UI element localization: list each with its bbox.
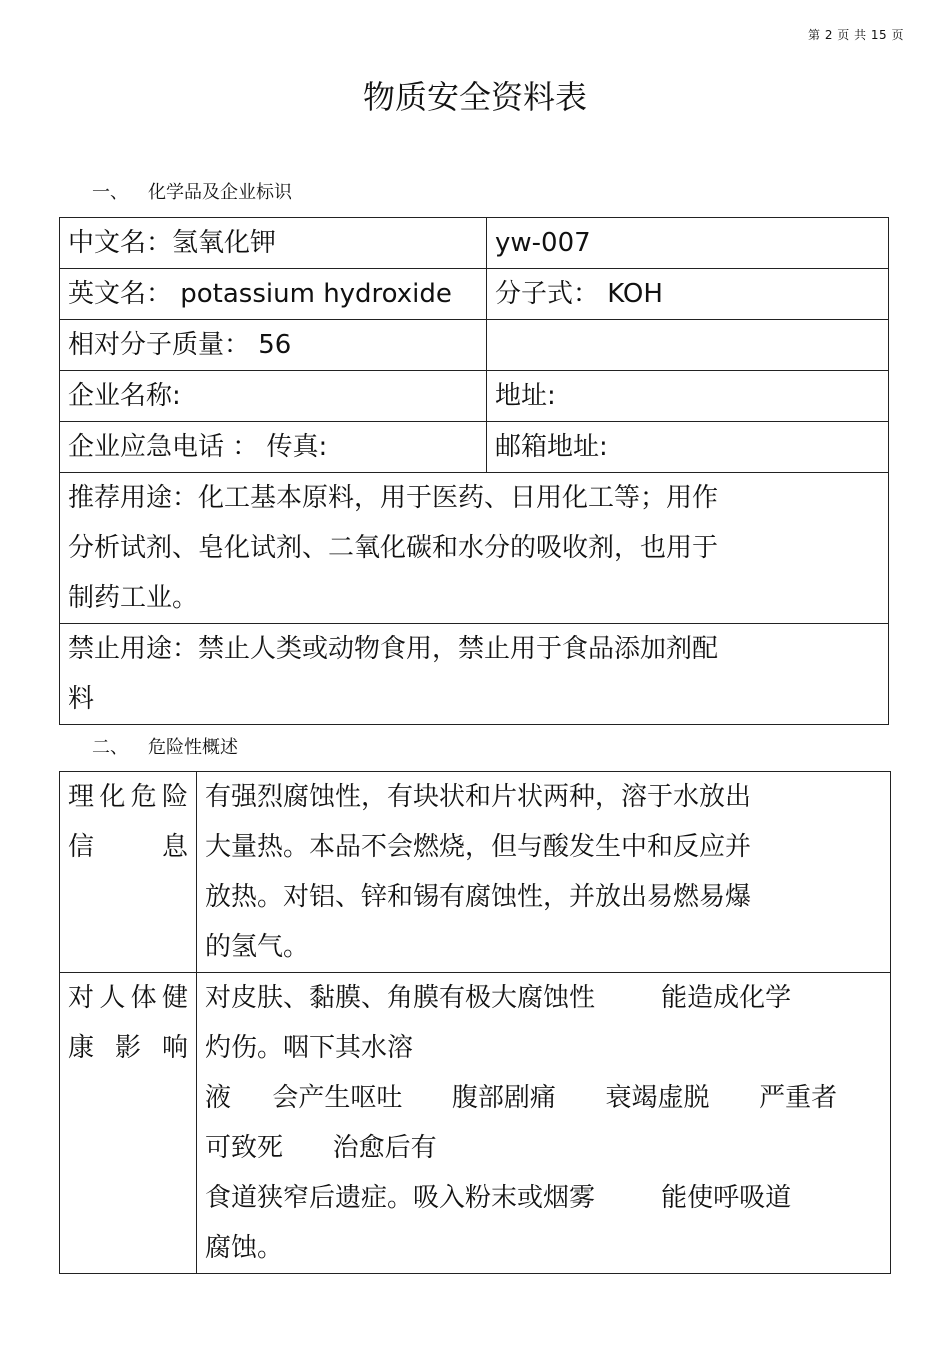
health-effects-label: 对人体健康影响: [60, 973, 197, 1274]
emergency-phone-fax-cell: 企业应急电话 ： 传真:: [60, 422, 487, 473]
email-address-cell: 邮箱地址:: [487, 422, 889, 473]
table-row: [60, 371, 889, 422]
english-name-cell: 英文名： potassium hydroxide: [60, 269, 487, 320]
page-number: 第 2 页 共 15 页: [808, 28, 904, 42]
identification-table: [59, 217, 889, 725]
recommended-use-line: 制药工业。: [68, 583, 199, 613]
prohibited-use-line: 禁止用途：禁止人类或动物食用，禁止用于食品添加剂配: [68, 634, 719, 664]
table-row: [60, 624, 889, 725]
document-title: 物质安全资料表: [362, 78, 587, 116]
health-line: 腐蚀。: [205, 1233, 284, 1263]
health-effects-text: [197, 973, 891, 1274]
section-number: 一、: [92, 182, 128, 203]
health-line: 液 会产生呕吐 腹部剧痛 衰竭虚脱 严重者: [205, 1083, 838, 1113]
prohibited-use-cell: [60, 624, 889, 725]
recommended-use-line: 推荐用途：化工基本原料，用于医药、日用化工等；用作: [68, 483, 719, 513]
product-code-cell: yw-007: [487, 218, 889, 269]
table-row: [60, 772, 891, 973]
section-label: 化学品及企业标识: [148, 182, 292, 203]
table-row: [60, 973, 891, 1274]
health-line: 对皮肤、黏膜、角膜有极大腐蚀性 能造成化学: [205, 983, 792, 1013]
section-number: 二、: [92, 737, 128, 758]
physchem-hazard-label: 理化危险信息: [60, 772, 197, 973]
prohibited-use-line: 料: [68, 684, 95, 714]
physchem-line: 的氢气。: [205, 932, 310, 962]
table-row: [60, 473, 889, 624]
physchem-line: 大量热。本品不会燃烧，但与酸发生中和反应并: [205, 832, 752, 862]
table-row: [60, 320, 889, 371]
recommended-use-cell: [60, 473, 889, 624]
physchem-line: 有强烈腐蚀性，有块状和片状两种，溶于水放出: [205, 782, 752, 812]
address-cell: 地址:: [487, 371, 889, 422]
health-line: 灼伤。咽下其水溶: [205, 1033, 414, 1063]
physchem-hazard-text: [197, 772, 891, 973]
table-row: [60, 422, 889, 473]
section-label: 危险性概述: [148, 737, 238, 758]
table-row: [60, 218, 889, 269]
health-line: 可致死 治愈后有: [205, 1133, 437, 1163]
table-row: [60, 269, 889, 320]
physchem-line: 放热。对铝、锌和锡有腐蚀性，并放出易燃易爆: [205, 882, 752, 912]
hazard-overview-table: [59, 771, 891, 1274]
section-heading-2: [92, 733, 238, 759]
company-name-cell: 企业名称:: [60, 371, 487, 422]
molecular-weight-cell: 相对分子质量： 56: [60, 320, 487, 371]
recommended-use-line: 分析试剂、皂化试剂、二氧化碳和水分的吸收剂，也用于: [68, 533, 719, 563]
empty-cell: [487, 320, 889, 371]
section-heading-1: [92, 178, 292, 204]
formula-cell: 分子式： KOH: [487, 269, 889, 320]
health-line: 食道狭窄后遗症。吸入粉末或烟雾 能使呼吸道: [205, 1183, 792, 1213]
chinese-name-cell: 中文名：氢氧化钾: [60, 218, 487, 269]
